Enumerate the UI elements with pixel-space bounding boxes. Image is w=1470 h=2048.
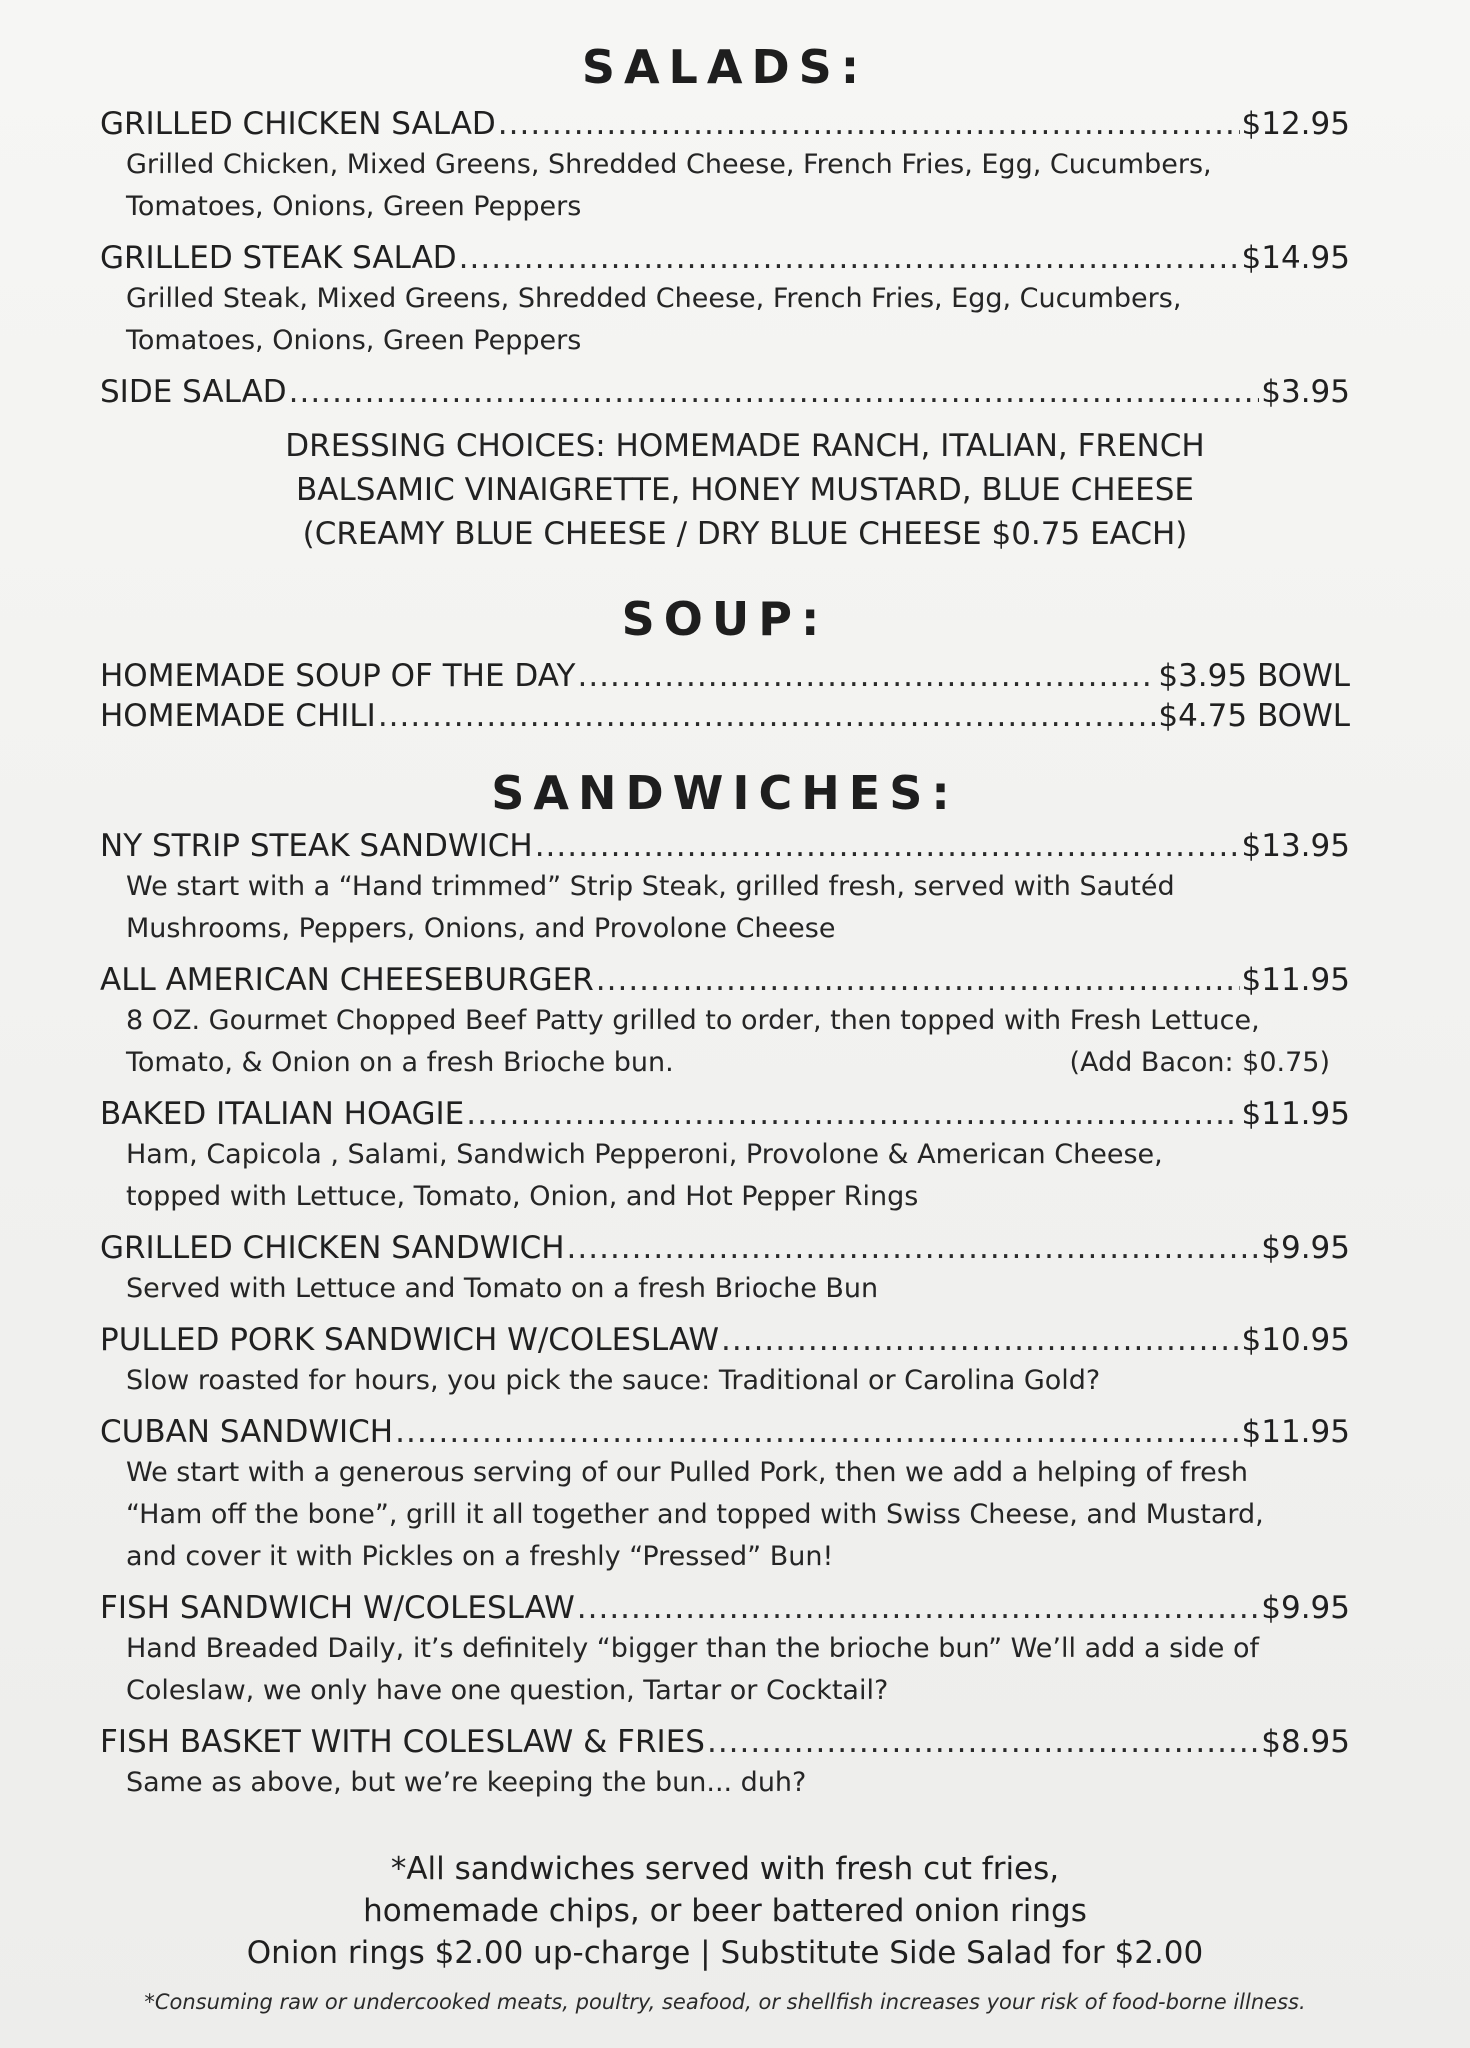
leader-dots (378, 696, 1157, 736)
sandwiches-heading: SANDWICHES: (491, 766, 959, 820)
item-price: $12.95 (1241, 106, 1350, 142)
item-name: SIDE SALAD (100, 374, 287, 410)
leader-dots (721, 1320, 1240, 1360)
dressing-line: (CREAMY BLUE CHEESE / DRY BLUE CHEESE $0.75 EACH) (302, 516, 1188, 552)
menu-item-chili (100, 696, 1350, 736)
menu-item-grilled-chicken-sandwich (100, 1228, 1350, 1310)
item-description: Tomato, & Onion on a fresh Brioche bun. (126, 1047, 674, 1078)
menu-item-grilled-steak-salad (100, 238, 1350, 362)
menu-item-all-american-cheeseburger (100, 960, 1350, 1084)
item-description: Coleslaw, we only have one question, Tartar or Cocktail? (126, 1675, 889, 1706)
item-description: Same as above, but we’re keeping the bun... duh? (126, 1767, 807, 1798)
menu-item-fish-basket (100, 1722, 1350, 1804)
item-price: $4.75 BOWL (1158, 698, 1350, 734)
item-description: We start with a “Hand trimmed” Strip Steak, grilled fresh, served with Sautéd (126, 871, 1175, 902)
menu-item-cuban-sandwich (100, 1412, 1350, 1578)
item-price: $11.95 (1241, 1096, 1350, 1132)
item-name: NY STRIP STEAK SANDWICH (100, 828, 533, 864)
item-description: 8 OZ. Gourmet Chopped Beef Patty grilled to order, then topped with Fresh Lettuce, (126, 1005, 1260, 1036)
item-description: Mushrooms, Peppers, Onions, and Provolone Cheese (126, 913, 836, 944)
menu-item-side-salad (100, 372, 1350, 412)
dressing-line: DRESSING CHOICES: HOMEMADE RANCH, ITALIAN, FRENCH (285, 428, 1205, 464)
menu-item-grilled-chicken-salad (100, 104, 1350, 228)
item-price: $3.95 (1261, 374, 1350, 410)
item-price: $13.95 (1241, 828, 1350, 864)
menu-item-fish-sandwich (100, 1588, 1350, 1712)
leader-dots (567, 1228, 1260, 1268)
note-line: Onion rings $2.00 up-charge | Substitute Side Salad for $2.00 (246, 1935, 1204, 1971)
item-description: We start with a generous serving of our Pulled Pork, then we add a helping of fresh (126, 1457, 1248, 1488)
item-price: $9.95 (1261, 1590, 1350, 1626)
item-description: Served with Lettuce and Tomato on a fresh Brioche Bun (126, 1273, 879, 1304)
sandwich-notes (100, 1848, 1350, 1974)
leader-dots (577, 1588, 1259, 1628)
item-name: GRILLED CHICKEN SALAD (100, 106, 496, 142)
item-description: Tomatoes, Onions, Green Peppers (126, 325, 582, 356)
leader-dots (459, 238, 1240, 278)
menu-item-soup-of-the-day (100, 656, 1350, 696)
note-line: *All sandwiches served with fresh cut fries, (390, 1851, 1060, 1887)
item-description: Grilled Chicken, Mixed Greens, Shredded Cheese, French Fries, Egg, Cucumbers, (126, 149, 1212, 180)
item-price: $8.95 (1261, 1724, 1350, 1760)
item-name: FISH SANDWICH W/COLESLAW (100, 1590, 575, 1626)
soup-list (100, 656, 1350, 736)
leader-dots (466, 1094, 1239, 1134)
item-name: GRILLED STEAK SALAD (100, 240, 457, 276)
menu-item-pulled-pork-sandwich (100, 1320, 1350, 1402)
menu-item-ny-strip-steak-sandwich (100, 826, 1350, 950)
salads-heading: SALADS: (581, 40, 869, 94)
item-description-row (100, 1042, 1350, 1084)
item-name: HOMEMADE CHILI (100, 698, 376, 734)
item-description: Grilled Steak, Mixed Greens, Shredded Cheese, French Fries, Egg, Cucumbers, (126, 283, 1182, 314)
food-safety-disclaimer: *Consuming raw or undercooked meats, poultry, seafood, or shellfish increases your risk of food-borne illness. (144, 1990, 1306, 2014)
item-price: $11.95 (1241, 962, 1350, 998)
item-description: and cover it with Pickles on a freshly “Pressed” Bun! (126, 1541, 834, 1572)
item-name: GRILLED CHICKEN SANDWICH (100, 1230, 565, 1266)
item-name: FISH BASKET WITH COLESLAW & FRIES (100, 1724, 705, 1760)
leader-dots (707, 1722, 1259, 1762)
item-name: ALL AMERICAN CHEESEBURGER (100, 962, 594, 998)
dressing-choices (140, 424, 1350, 556)
item-addon: (Add Bacon: $0.75) (1069, 1047, 1330, 1078)
item-name: PULLED PORK SANDWICH W/COLESLAW (100, 1322, 720, 1358)
item-name: HOMEMADE SOUP OF THE DAY (100, 658, 576, 694)
item-description: Tomatoes, Onions, Green Peppers (126, 191, 582, 222)
item-description: Ham, Capicola , Salami, Sandwich Pepperoni, Provolone & American Cheese, (126, 1139, 1163, 1170)
leader-dots (577, 656, 1156, 696)
leader-dots (596, 960, 1240, 1000)
leader-dots (289, 372, 1260, 412)
item-description: topped with Lettuce, Tomato, Onion, and Hot Pepper Rings (126, 1181, 919, 1212)
item-description: “Ham off the bone”, grill it all together and topped with Swiss Cheese, and Mustard, (126, 1499, 1264, 1530)
item-name: BAKED ITALIAN HOAGIE (100, 1096, 465, 1132)
leader-dots (498, 104, 1240, 144)
item-description: Hand Breaded Daily, it’s definitely “bigger than the brioche bun” We’ll add a side of (126, 1633, 1260, 1664)
dressing-line: BALSAMIC VINAIGRETTE, HONEY MUSTARD, BLUE CHEESE (295, 472, 1195, 508)
item-price: $3.95 BOWL (1158, 658, 1350, 694)
item-name: CUBAN SANDWICH (100, 1414, 394, 1450)
item-price: $11.95 (1241, 1414, 1350, 1450)
menu-item-baked-italian-hoagie (100, 1094, 1350, 1218)
soup-heading: SOUP: (621, 592, 829, 646)
leader-dots (395, 1412, 1239, 1452)
item-price: $9.95 (1261, 1230, 1350, 1266)
item-price: $10.95 (1241, 1322, 1350, 1358)
note-line: homemade chips, or beer battered onion rings (363, 1893, 1087, 1929)
leader-dots (535, 826, 1240, 866)
item-description: Slow roasted for hours, you pick the sauce: Traditional or Carolina Gold? (126, 1365, 1101, 1396)
item-price: $14.95 (1241, 240, 1350, 276)
